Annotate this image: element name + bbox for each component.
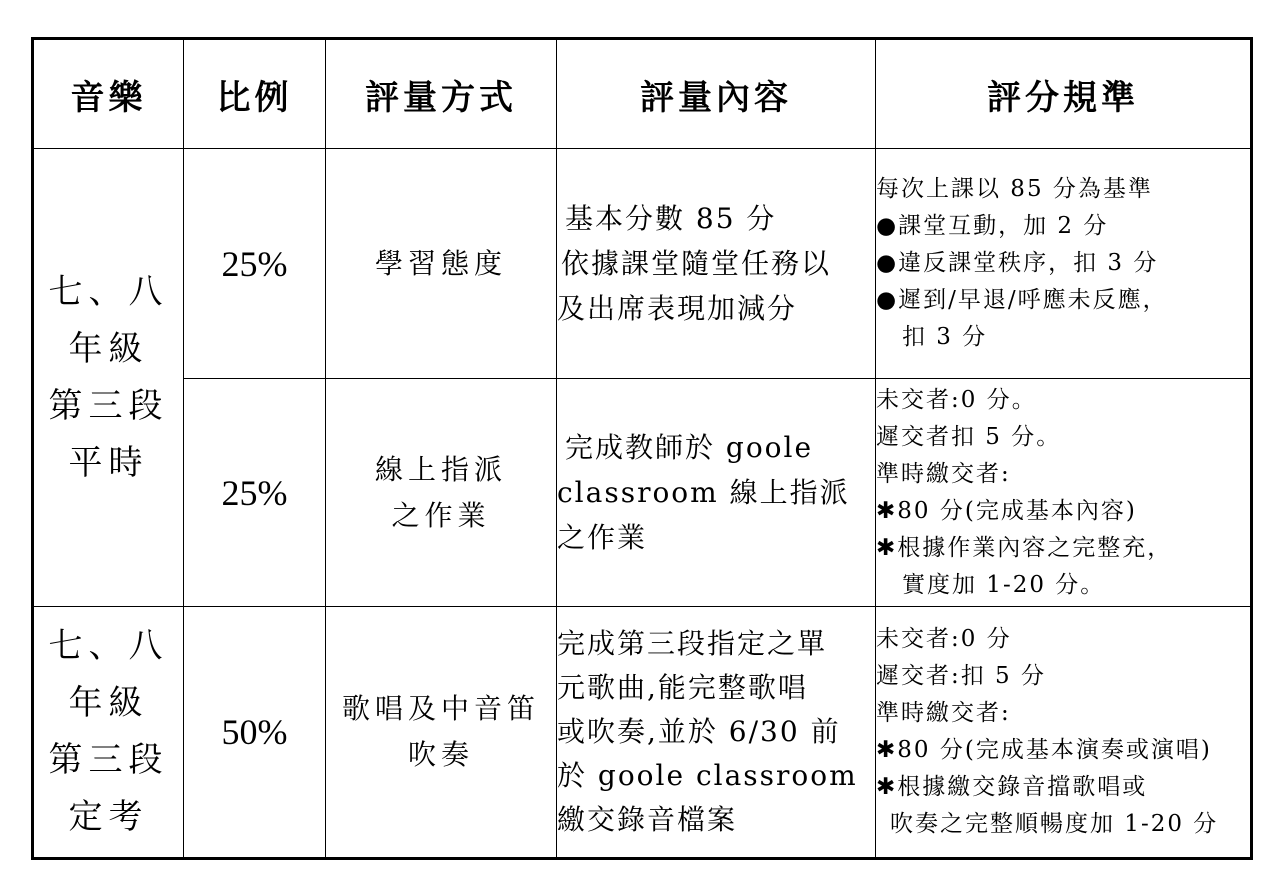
- method-line: 歌唱及中音笛: [341, 692, 540, 725]
- grade-line: 年級: [68, 328, 149, 369]
- criteria-line: ●課堂互動，加 2 分: [876, 213, 1109, 239]
- ratio-cell-exam: 50%: [184, 607, 326, 859]
- criteria-line: 準時繳交者:: [876, 460, 1011, 487]
- criteria-line: ✱根據繳交錄音擋歌唱或: [876, 774, 1148, 800]
- grade-line: 第三段: [48, 740, 169, 780]
- content-line: 完成第三段指定之單: [557, 627, 828, 660]
- content-line: 元歌曲,能完整歌唱: [557, 671, 808, 704]
- content-line: 之作業: [557, 521, 648, 554]
- method-line: 吹奏: [407, 738, 474, 771]
- criteria-cell-homework: [876, 379, 1252, 607]
- criteria-line: ●遲到/早退/呼應未反應，: [876, 287, 1168, 313]
- method-line: 之作業: [391, 498, 491, 532]
- grade-line: 定考: [68, 797, 149, 837]
- criteria-line: 準時繳交者:: [876, 700, 1011, 726]
- header-method: 評量方式: [326, 39, 557, 149]
- grading-table: [31, 37, 1253, 860]
- content-line: 基本分數 85 分: [565, 202, 777, 235]
- method-cell-homework: [326, 379, 557, 607]
- content-line: 完成教師於 goole: [565, 431, 814, 464]
- content-line: 依據課堂隨堂任務以: [561, 247, 832, 280]
- header-music: 音樂: [33, 39, 184, 149]
- table-row-homework: [33, 379, 1252, 607]
- header-criteria: 評分規準: [876, 39, 1252, 149]
- criteria-cell-exam: [876, 607, 1252, 859]
- header-ratio: 比例: [184, 39, 326, 149]
- criteria-cell-attitude: [876, 149, 1252, 379]
- content-cell-exam: [557, 607, 876, 859]
- grade-line: 七、八: [48, 271, 169, 312]
- criteria-line: ✱80 分(完成基本演奏或演唱): [876, 737, 1212, 763]
- grade-line: 平時: [68, 442, 149, 483]
- criteria-line: 吹奏之完整順暢度加 1-20 分: [890, 811, 1219, 837]
- header-content: 評量內容: [557, 39, 876, 149]
- criteria-line: ✱80 分(完成基本內容): [876, 497, 1137, 524]
- grade-cell-regular: [33, 149, 184, 607]
- criteria-line: 每次上課以 85 分為基準: [876, 176, 1153, 202]
- header-row: [33, 39, 1252, 149]
- ratio-cell-attitude: 25%: [184, 149, 326, 379]
- criteria-line: 實度加 1-20 分。: [902, 571, 1106, 598]
- criteria-line: 遲交者扣 5 分。: [876, 423, 1062, 450]
- method-cell-attitude: [326, 149, 557, 379]
- criteria-line: 未交者:0 分: [876, 626, 1012, 652]
- grade-line: 七、八: [48, 626, 169, 666]
- method-cell-exam: [326, 607, 557, 859]
- grade-line: 年級: [68, 683, 149, 723]
- criteria-line: ✱根據作業內容之完整充，: [876, 534, 1173, 561]
- content-cell-attitude: [557, 149, 876, 379]
- content-line: 或吹奏,並於 6/30 前: [557, 715, 841, 748]
- content-line: classroom 線上指派: [557, 476, 850, 509]
- criteria-line: ●違反課堂秩序，扣 3 分: [876, 250, 1159, 276]
- content-line: 及出席表現加減分: [557, 292, 798, 325]
- criteria-line: 扣 3 分: [902, 324, 988, 350]
- criteria-line: 遲交者:扣 5 分: [876, 663, 1047, 689]
- content-cell-homework: [557, 379, 876, 607]
- grade-cell-exam: [33, 607, 184, 859]
- table-row-attitude: [33, 149, 1252, 379]
- method-line: 線上指派: [374, 452, 507, 486]
- ratio-cell-homework: 25%: [184, 379, 326, 607]
- content-line: 繳交錄音檔案: [557, 803, 738, 836]
- criteria-line: 未交者:0 分。: [876, 386, 1037, 413]
- table-row-exam: [33, 607, 1252, 859]
- method-line: 學習態度: [374, 246, 507, 280]
- content-line: 於 goole classroom: [557, 759, 858, 792]
- grade-line: 第三段: [48, 385, 169, 426]
